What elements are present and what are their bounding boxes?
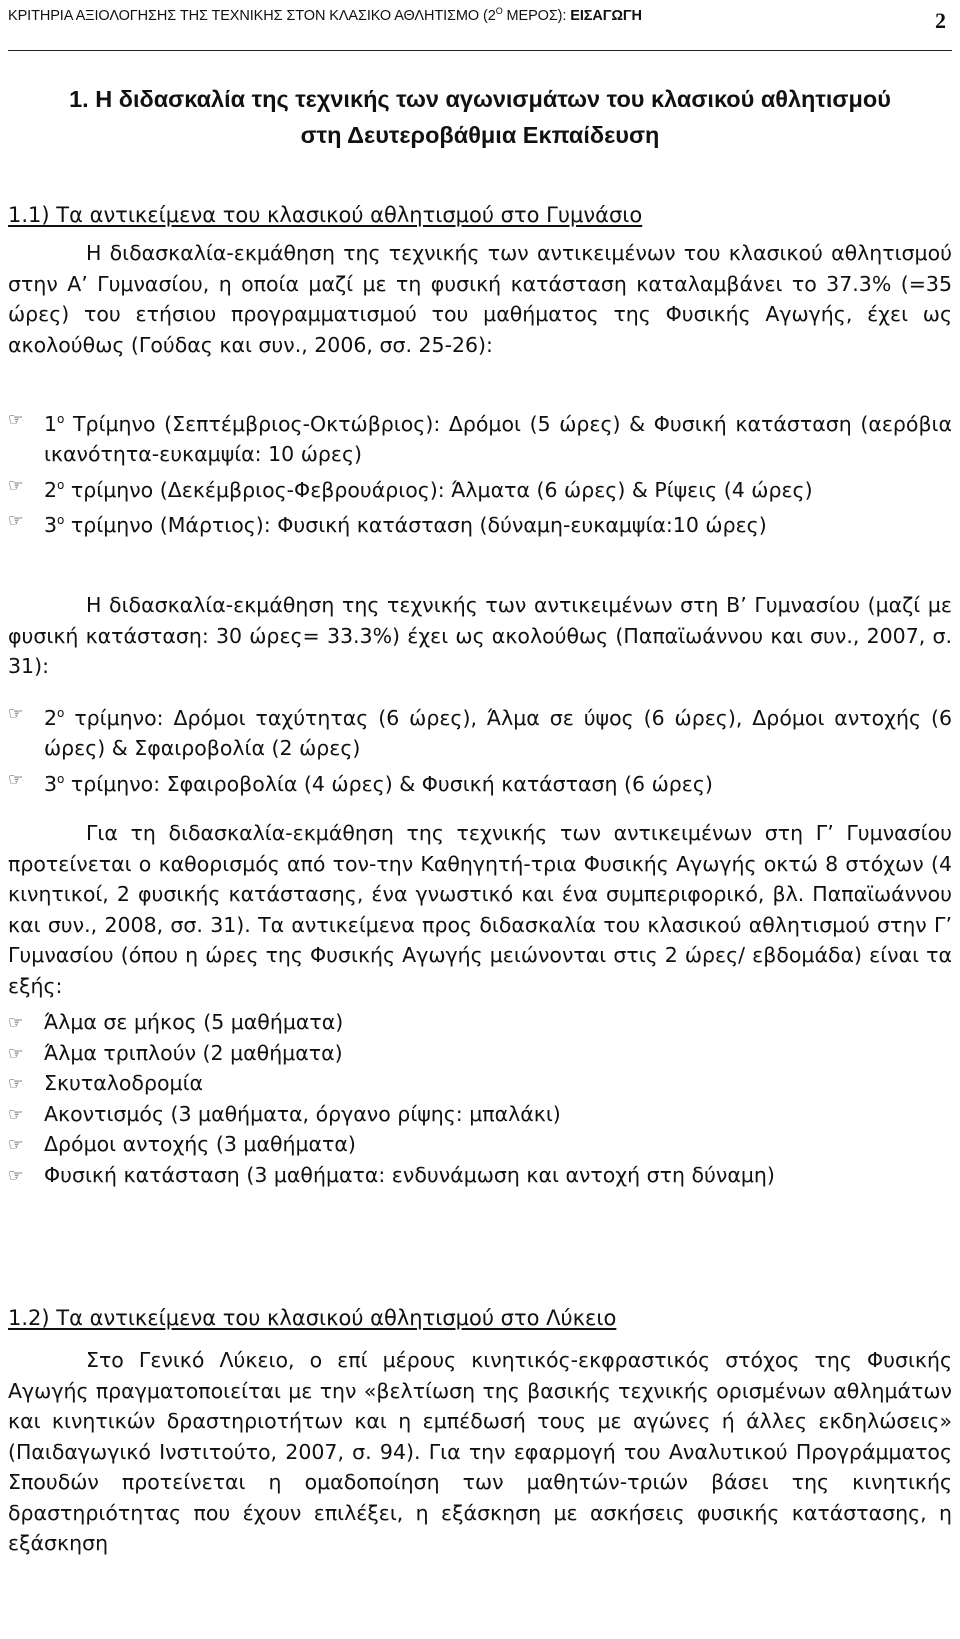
pointing-hand-icon: ☞ — [8, 1165, 24, 1186]
chapter-title — [8, 81, 952, 153]
list-item: ☞ $2^o$ τρίμηνο (Δεκέμβριος-Φεβρουάριος): Άλματα (6 ώρες) & Ρίψεις (4 ώρες) — [8, 470, 952, 505]
pointing-hand-icon: ☞ — [8, 1104, 24, 1125]
list-item: ☞ $2^o$ τρίμηνο: Δρόμοι ταχύτητας (6 ώρες), Άλμα σε ύψος (6 ώρες), Δρόμοι αντοχής (6 ώρες) & Σφαιροβολία (2 ώρες) — [8, 698, 952, 764]
paragraph-c-gymnasium: Για τη διδασκαλία-εκμάθηση της τεχνικής των αντικειμένων στη Γ’ Γυμνασίου προτείνεται ο καθορισμός από τον-την Καθηγητή-τρια Φυσικής Αγωγής οκτώ 8 στόχων (4 κινητικοί, 2 φυσικής κατάστασης, ένα γνωστικό και ένα συμπεριφορικό, βλ. Παπαϊωάννου και συν., 2008, σσ. 31). Τα αντικείμενα προς διδασκαλία του κλασικού αθλητισμού στην Γ’ Γυμνασίου (όπου η ώρες της Φυσικής Αγωγής μειώνονται στις 2 ώρες/ εβδομάδα) είναι τα εξής: — [8, 821, 952, 998]
pointing-hand-icon: ☞ — [8, 511, 24, 532]
list-item: ☞ $3^o$ τρίμηνο: Σφαιροβολία (4 ώρες) & Φυσική κατάσταση (6 ώρες) — [8, 764, 952, 799]
list-item: ☞ Φυσική κατάσταση (3 μαθήματα: ενδυνάμωση και αντοχή στη δύναμη) — [8, 1160, 952, 1191]
chapter-title-line-1: 1. Η διδασκαλία της τεχνικής των αγωνισμάτων του κλασικού αθλητισμού — [69, 86, 891, 112]
section-gymnasium — [8, 200, 952, 360]
list-item: ☞ $1^o$ Τρίμηνο (Σεπτέμβριος-Οκτώβριος): Δρόμοι (5 ώρες) & Φυσική κατάσταση (αερόβια ικανότητα-ευκαμψία: 10 ώρες) — [8, 404, 952, 470]
pointing-hand-icon: ☞ — [8, 704, 24, 724]
page-number: 2 — [935, 8, 946, 33]
pointing-hand-icon: ☞ — [8, 1013, 24, 1033]
section-heading-1-2: 1.2) Τα αντικείμενα του κλασικού αθλητισμού στο Λύκειο — [8, 1306, 617, 1330]
pointing-hand-icon: ☞ — [8, 475, 24, 496]
bullet-list-a-gymnasium — [8, 404, 952, 540]
paragraph-lyceum: Στο Γενικό Λύκειο, ο επί μέρους κινητικός-εκφραστικός στόχος της Φυσικής Αγωγής πραγματοποιείται με την «βελτίωση της βασικής τεχνικής ορισμένων αθλημάτων και κινητικών δραστηριοτήτων και η εμπέδωσή τους με αγώνες ή άλλες εκδηλώσεις» (Παιδαγωγικό Ινστιτούτο, 2007, σ. 94). Για την εφαρμογή του Αναλυτικού Προγράμματος Σπουδών προτείνεται η ομαδοποίηση των μαθητών-τριών βάσει της κινητικής δραστηριότητας που έχουν επιλέξει, η εξάσκηση με ασκήσεις φυσικής κατάστασης, η εξάσκηση — [8, 1348, 952, 1555]
pointing-hand-icon: ☞ — [8, 1043, 24, 1064]
header-title: ΚΡΙΤΗΡΙΑ ΑΞΙΟΛΟΓΗΣΗΣ ΤΗΣ ΤΕΧΝΙΚΗΣ ΣΤΟΝ ΚΛΑΣΙΚΟ ΑΘΛΗΤΙΣΜΟ ($2^O$ ΜΕΡΟΣ): ΕΙΣΑΓΩΓΗ — [8, 6, 642, 24]
pointing-hand-icon: ☞ — [8, 1074, 24, 1094]
list-item: ☞ Σκυταλοδρομία — [8, 1068, 952, 1099]
list-item: ☞ Ακοντισμός (3 μαθήματα, όργανο ρίψης: μπαλάκι) — [8, 1099, 952, 1130]
paragraph-a-gymnasium: Η διδασκαλία-εκμάθηση της τεχνικής των αντικειμένων του κλασικού αθλητισμού στην Α’ Γυμνασίου, η οποία μαζί με τη φυσική κατάσταση καταλαμβάνει το 37.3% (=35 ώρες) του ετήσιου προγραμματισμού του μαθήματος της Φυσικής Αγωγής, έχει ως ακολούθως (Γούδας και συν., 2006, σσ. 25-26): — [8, 241, 952, 357]
pointing-hand-icon: ☞ — [8, 1135, 24, 1155]
section-heading-1-1: 1.1) Τα αντικείμενα του κλασικού αθλητισμού στο Γυμνάσιο — [8, 203, 643, 227]
list-item: ☞ Δρόμοι αντοχής (3 μαθήματα) — [8, 1129, 952, 1160]
chapter-title-line-2: στη Δευτεροβάθμια Εκπαίδευση — [300, 122, 660, 148]
list-item: ☞ Άλμα σε μήκος (5 μαθήματα) — [8, 1007, 952, 1038]
pointing-hand-icon: ☞ — [8, 410, 24, 430]
list-item: ☞ $3^o$ τρίμηνο (Μάρτιος): Φυσική κατάσταση (δύναμη-ευκαμψία:10 ώρες) — [8, 505, 952, 540]
paragraph-b-gymnasium: Η διδασκαλία-εκμάθηση της τεχνικής των αντικειμένων στη Β’ Γυμνασίου (μαζί με φυσική κατάσταση: 30 ώρες= 33.3%) έχει ως ακολούθως (Παπαϊωάννου και συν., 2007, σ. 31): — [8, 593, 952, 678]
bullet-list-b-gymnasium — [8, 698, 952, 799]
list-item: ☞ Άλμα τριπλούν (2 μαθήματα) — [8, 1038, 952, 1069]
bullet-list-c-gymnasium — [8, 1007, 952, 1190]
running-header — [8, 0, 952, 51]
pointing-hand-icon: ☞ — [8, 769, 24, 790]
section-lyceum — [8, 1303, 952, 1559]
